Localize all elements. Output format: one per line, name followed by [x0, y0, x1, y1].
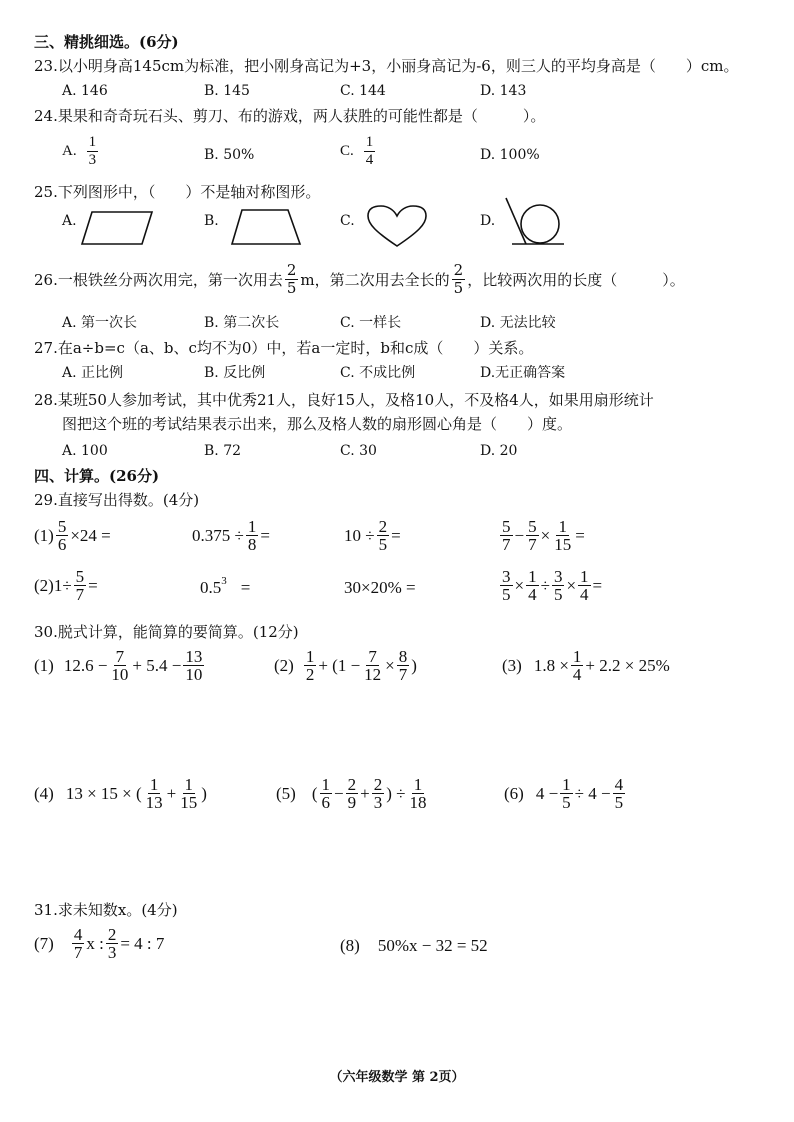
q26-option-a: A. 第一次长	[62, 315, 138, 331]
numerator: 4	[73, 925, 83, 944]
q24-option-a	[62, 134, 100, 169]
item-label: (4)	[34, 783, 54, 803]
q29-item-6	[200, 575, 251, 598]
q29-item-3	[344, 518, 401, 553]
option-label: C.	[340, 143, 354, 159]
fraction	[613, 776, 626, 811]
fraction	[552, 568, 565, 603]
expr-text: ×24 =	[70, 525, 111, 545]
denominator: 7	[73, 943, 83, 962]
q27-option-c: C. 不成比例	[340, 365, 416, 381]
denominator: 8	[247, 535, 257, 554]
q31-title: 31.求未知数x。(4分)	[34, 901, 178, 919]
fraction	[72, 926, 85, 961]
denominator: 7	[528, 535, 537, 554]
q24-option-b: B. 50%	[204, 147, 255, 163]
exponent: 3	[221, 575, 227, 587]
q26-stem	[34, 262, 685, 297]
operator: ×	[540, 525, 551, 545]
numerator: 1	[88, 134, 97, 150]
q28-option-a: A. 100	[62, 443, 108, 459]
operator: ÷	[540, 575, 550, 595]
numerator: 5	[57, 517, 67, 536]
denominator: 5	[286, 279, 297, 297]
denominator: 5	[614, 793, 624, 812]
heart-shape	[366, 204, 428, 250]
operator: +	[166, 783, 177, 803]
fraction	[452, 262, 466, 297]
fraction	[56, 518, 69, 553]
denominator: 10	[185, 665, 203, 684]
fraction	[304, 648, 317, 683]
item-label: (1)	[34, 525, 54, 545]
expr-text: ÷ 4 −	[574, 783, 611, 803]
q25-label-b: B.	[204, 213, 219, 229]
expr-text: )	[201, 783, 207, 803]
page-footer: （六年级数学 第 2页）	[329, 1070, 465, 1085]
denominator: 12	[364, 665, 382, 684]
q24-stem: 24.果果和奇奇玩石头、剪刀、布的游戏，两人获胜的可能性都是（ ）。	[34, 107, 546, 125]
numerator: 1	[558, 517, 567, 536]
numerator: 1	[321, 775, 330, 794]
numerator: 2	[107, 925, 117, 944]
denominator: 15	[554, 535, 572, 554]
numerator: 1	[562, 775, 571, 794]
denominator: 18	[409, 793, 427, 812]
circle-tangent-shape	[500, 194, 566, 252]
denominator: 10	[111, 665, 129, 684]
denominator: 7	[75, 585, 85, 604]
trapezoid-shape	[228, 206, 304, 248]
q30-item-6	[504, 776, 627, 811]
expr-text: 13 × 15 × (	[65, 783, 142, 803]
numerator: 7	[115, 647, 125, 666]
denominator: 3	[373, 793, 383, 812]
q27-option-b: B. 反比例	[204, 365, 266, 381]
numerator: 8	[398, 647, 408, 666]
denominator: 4	[580, 585, 589, 604]
item-label: (6)	[504, 783, 524, 803]
parallelogram-shape	[80, 208, 156, 248]
fraction	[144, 776, 165, 811]
numerator: 1	[572, 647, 582, 666]
q26-stem-part-c: ，比较两次用的长度（ ）。	[467, 271, 685, 289]
q26-stem-part-a: 26.一根铁丝分两次用完，第一次用去	[34, 271, 283, 289]
q28-option-d: D. 20	[480, 443, 518, 459]
fraction	[246, 518, 259, 553]
fraction	[552, 518, 573, 553]
denominator: 5	[453, 279, 464, 297]
expr-text: 10 ÷	[344, 525, 375, 545]
numerator: 1	[580, 567, 589, 586]
fraction	[285, 262, 299, 297]
q23-stem: 23.以小明身高145cm为标准，把小刚身高记为+3，小丽身高记为-6，则三人的平均身高是（ ）cm。	[34, 57, 739, 75]
q26-option-b: B. 第二次长	[204, 315, 280, 331]
section-3-title: 三、精挑细选。(6分)	[34, 33, 179, 51]
denominator: 15	[180, 793, 198, 812]
denominator: 7	[398, 665, 408, 684]
numerator: 2	[347, 775, 357, 794]
operator: ×	[566, 575, 577, 595]
operator: −	[514, 525, 525, 545]
expr-text: + 2.2 × 25%	[585, 655, 670, 675]
numerator: 3	[553, 567, 563, 586]
numerator: 1	[528, 567, 537, 586]
denominator: 5	[502, 585, 511, 604]
expr-text: 50%x − 32 = 52	[377, 936, 488, 955]
fraction	[578, 568, 591, 603]
q30-item-5	[276, 776, 430, 811]
denominator: 2	[305, 665, 315, 684]
equals: =	[592, 575, 603, 595]
section-4-title: 四、计算。(26分)	[34, 467, 160, 485]
expr-text: + 5.4 −	[132, 655, 182, 675]
option-label: A.	[62, 143, 77, 159]
numerator: 7	[368, 647, 377, 666]
numerator: 1	[365, 134, 374, 150]
q30-item-2	[274, 648, 417, 683]
expr-text: )	[411, 655, 417, 675]
q29-item-5	[34, 568, 98, 603]
fraction	[183, 648, 204, 683]
denominator: 3	[107, 943, 117, 962]
q23-option-c: C. 144	[340, 83, 386, 99]
q26-stem-part-b: m，第二次用去全长的	[300, 271, 450, 289]
equals: =	[88, 575, 98, 595]
q27-option-d: D.无正确答案	[480, 365, 566, 381]
fraction	[74, 568, 87, 603]
fraction	[178, 776, 199, 811]
numerator: 1	[149, 775, 159, 794]
item-label: (3)	[502, 655, 522, 675]
item-label: (5)	[276, 783, 296, 803]
equals: =	[391, 525, 401, 545]
expr-text: = 4 : 7	[120, 933, 165, 953]
expr-text: 30×20% =	[344, 578, 416, 597]
denominator: 4	[528, 585, 537, 604]
q25-label-d: D.	[480, 213, 496, 229]
q30-item-3	[502, 648, 670, 683]
expr-text: 1÷	[53, 575, 72, 595]
q29-item-1	[34, 518, 111, 553]
numerator: 2	[453, 261, 464, 279]
numerator: 1	[184, 775, 194, 794]
item-label: (2)	[274, 655, 294, 675]
operator: ×	[385, 655, 395, 675]
denominator: 5	[378, 535, 388, 554]
equals: =	[575, 525, 585, 545]
operator: +	[360, 783, 370, 803]
numerator: 5	[528, 517, 537, 536]
item-label: (1)	[34, 655, 54, 675]
q26-option-c: C. 一样长	[340, 315, 402, 331]
q30-item-4	[34, 776, 207, 811]
numerator: 5	[75, 567, 85, 586]
numerator: 2	[373, 775, 383, 794]
item-label: (7)	[34, 933, 54, 953]
denominator: 9	[347, 793, 357, 812]
equals: =	[240, 578, 251, 597]
q29-item-7	[344, 578, 416, 598]
q28-stem-line1: 28.某班50人参加考试，其中优秀21人，良好15人，及格10人，不及格4人，如果用扇形统计	[34, 391, 654, 409]
q31-item-7	[34, 926, 164, 961]
numerator: 5	[502, 517, 511, 536]
fraction	[372, 776, 385, 811]
q28-option-c: C. 30	[340, 443, 377, 459]
q25-stem: 25.下列图形中，（ ）不是轴对称图形。	[34, 183, 321, 201]
fraction	[500, 568, 513, 603]
item-label: (2)	[34, 575, 54, 595]
fraction	[500, 518, 513, 553]
denominator: 13	[145, 793, 163, 812]
q29-item-8	[498, 568, 602, 603]
q24-option-c	[340, 134, 377, 169]
numerator: 13	[185, 647, 203, 666]
fraction	[364, 134, 376, 169]
q26-option-d: D. 无法比较	[480, 315, 556, 331]
q23-option-d: D. 143	[480, 83, 527, 99]
operator: −	[334, 783, 344, 803]
fraction	[377, 518, 390, 553]
fraction	[346, 776, 359, 811]
q25-label-c: C.	[340, 213, 355, 229]
numerator: 1	[413, 775, 423, 794]
fraction	[397, 648, 410, 683]
denominator: 7	[502, 535, 511, 554]
q29-item-2	[192, 518, 270, 553]
denominator: 5	[553, 585, 563, 604]
fraction	[407, 776, 428, 811]
denominator: 4	[572, 665, 582, 684]
numerator: 2	[378, 517, 388, 536]
numerator: 4	[614, 775, 624, 794]
q24-option-d: D. 100%	[480, 147, 540, 163]
expr-text: 0.375 ÷	[192, 525, 244, 545]
denominator: 6	[321, 793, 330, 812]
fraction	[571, 648, 584, 683]
q30-title: 30.脱式计算，能简算的要简算。(12分)	[34, 623, 299, 641]
expr-text: + (1 −	[318, 655, 361, 675]
numerator: 2	[286, 261, 297, 279]
q30-item-1	[34, 648, 206, 683]
fraction	[526, 568, 539, 603]
q23-option-b: B. 145	[204, 83, 250, 99]
expr-text: x :	[86, 933, 104, 953]
expr-text: ) ÷	[386, 783, 406, 803]
denominator: 4	[365, 152, 374, 168]
q31-item-8	[340, 936, 488, 956]
q23-option-a: A. 146	[62, 83, 108, 99]
fraction	[526, 518, 539, 553]
numerator: 1	[247, 517, 257, 536]
operator: ×	[514, 575, 525, 595]
item-label: (8)	[340, 936, 360, 955]
fraction	[87, 134, 99, 169]
expr-text: 0.5	[200, 578, 222, 597]
denominator: 3	[88, 152, 97, 168]
q29-title: 29.直接写出得数。(4分)	[34, 491, 200, 509]
numerator: 1	[305, 647, 315, 666]
numerator: 3	[502, 567, 511, 586]
denominator: 5	[562, 793, 571, 812]
fraction	[320, 776, 333, 811]
fraction	[109, 648, 130, 683]
q25-label-a: A.	[62, 213, 77, 229]
q29-item-4	[498, 518, 585, 553]
denominator: 6	[57, 535, 67, 554]
expr-text: 1.8 ×	[533, 655, 569, 675]
q28-option-b: B. 72	[204, 443, 242, 459]
expr-text: 4 −	[535, 783, 559, 803]
fraction	[560, 776, 573, 811]
equals: =	[260, 525, 270, 545]
expr-text: 12.6 −	[63, 655, 108, 675]
q27-option-a: A. 正比例	[62, 365, 124, 381]
q27-stem: 27.在a÷b=c（a、b、c均不为0）中，若a一定时，b和c成（ ）关系。	[34, 339, 534, 357]
q28-stem-line2: 图把这个班的考试结果表示出来，那么及格人数的扇形圆心角是（ ）度。	[62, 415, 573, 433]
fraction	[106, 926, 119, 961]
fraction	[362, 648, 383, 683]
expr-text: (	[311, 783, 318, 803]
